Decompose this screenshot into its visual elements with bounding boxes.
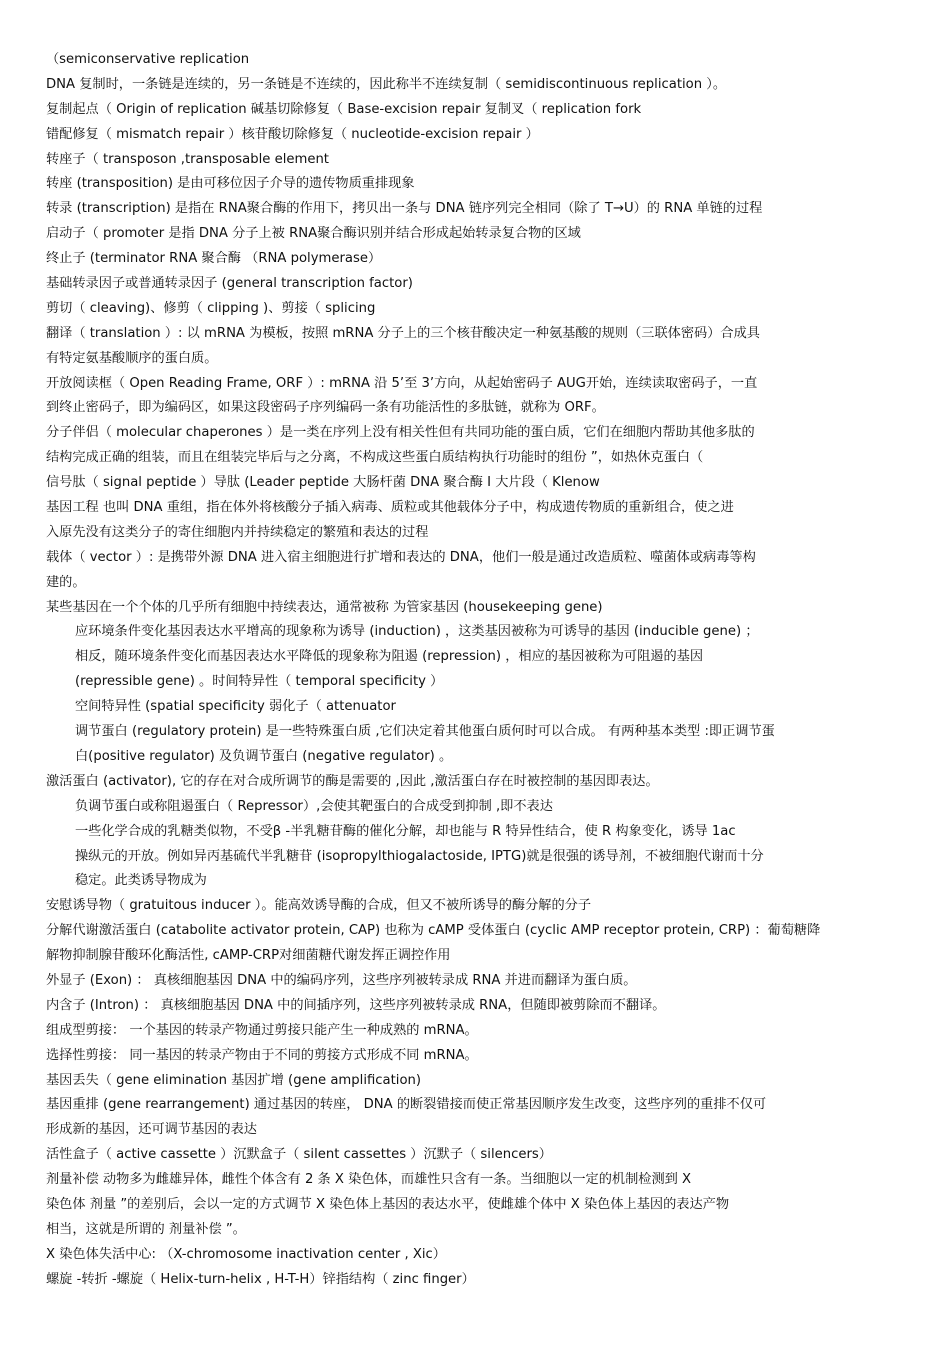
- text-line: DNA 复制时，一条链是连续的，另一条链是不连续的，因此称半不连续复制（ semidiscontinuous replication ）。: [46, 76, 727, 92]
- text-line: 错配修复（ mismatch repair ）核苷酸切除修复（ nucleotide-excision repair ）: [46, 126, 539, 142]
- text-line: 安慰诱导物（ gratuitous inducer ）。能高效诱导酶的合成，但又不被所诱导的酶分解的分子: [46, 898, 592, 914]
- text-line: 启动子（ promoter 是指 DNA 分子上被 RNA聚合酶识别并结合形成起始转录复合物的区域: [46, 226, 581, 242]
- text-line: 入原先没有这类分子的寄住细胞内并持续稳定的繁殖和表达的过程: [46, 524, 429, 540]
- text-line: 剂量补偿 动物多为雌雄异体，雌性个体含有 2 条 X 染色体，而雄性只含有一条。当细胞以一定的机制检测到 X: [46, 1172, 692, 1188]
- text-line: 基因重排 (gene rearrangement) 通过基因的转座， DNA 的断裂错接而使正常基因顺序发生改变，这些序列的重排不仅可: [46, 1097, 767, 1113]
- text-line: 组成型剪接： 一个基因的转录产物通过剪接只能产生一种成熟的 mRNA。: [46, 1022, 478, 1038]
- text-line: 建的。: [46, 574, 86, 590]
- text-line: 开放阅读框（ Open Reading Frame, ORF ）: mRNA 沿 5’至 3’方向，从起始密码子 AUG开始，连续读取密码子，一直: [46, 375, 758, 391]
- text-line: 转座子（ transposon ,transposable element: [46, 151, 329, 167]
- text-line: 载体（ vector ）: 是携带外源 DNA 进入宿主细胞进行扩增和表达的 DNA，他们一般是通过改造质粒、噬菌体或病毒等构: [46, 549, 756, 565]
- text-line: 有特定氨基酸顺序的蛋白质。: [46, 350, 218, 366]
- text-line: 应环境条件变化基因表达水平增高的现象称为诱导 (induction) ，这类基因被称为可诱导的基因 (inducible gene) ；: [75, 624, 759, 640]
- text-line: 终止子 (terminator RNA 聚合酶 （RNA polymerase）: [46, 251, 382, 267]
- text-line: 稳定。此类诱导物成为: [75, 873, 207, 889]
- text-line: 转座 (transposition) 是由可移位因子介导的遗传物质重排现象: [46, 176, 415, 192]
- text-line: 信号肽（ signal peptide ）导肽 (Leader peptide 大肠杆菌 DNA 聚合酶 I 大片段（ Klenow: [46, 475, 600, 491]
- text-line: 外显子 (Exon) ： 真核细胞基因 DNA 中的编码序列，这些序列被转录成 RNA 并进而翻译为蛋白质。: [46, 972, 637, 988]
- text-line: 相当，这就是所谓的 剂量补偿 ”。: [46, 1221, 246, 1237]
- text-line: 基因丢失（ gene elimination 基因扩增 (gene amplification): [46, 1072, 422, 1088]
- text-line: 内含子 (Intron) ： 真核细胞基因 DNA 中的间插序列，这些序列被转录成 RNA，但随即被剪除而不翻译。: [46, 997, 666, 1013]
- document-body: [0, 48, 950, 1293]
- text-line: 解物抑制腺苷酸环化酶活性, cAMP-CRP对细菌糖代谢发挥正调控作用: [46, 948, 451, 964]
- text-line: 螺旋 -转折 -螺旋（ Helix-turn-helix , H-T-H）锌指结构（ zinc finger）: [46, 1271, 475, 1287]
- text-line: 基础转录因子或普通转录因子 (general transcription factor): [46, 276, 413, 292]
- text-line: （semiconservative replication: [46, 52, 250, 67]
- text-line: 形成新的基因，还可调节基因的表达: [46, 1122, 257, 1138]
- text-line: 转录 (transcription) 是指在 RNA聚合酶的作用下，拷贝出一条与 DNA 链序列完全相同（除了 T→U）的 RNA 单链的过程: [46, 201, 763, 217]
- text-line: 空间特异性 (spatial specificity 弱化子（ attenuator: [75, 699, 396, 715]
- text-line: 操纵元的开放。例如异丙基硫代半乳糖苷 (isopropylthiogalactoside, IPTG)就是很强的诱导剂，不被细胞代谢而十分: [75, 848, 764, 864]
- text-line: 负调节蛋白或称阻遏蛋白（ Repressor）,会使其靶蛋白的合成受到抑制 ,即不表达: [75, 798, 553, 814]
- text-line: 剪切（ cleaving)、修剪（ clipping )、剪接（ splicing: [46, 300, 376, 316]
- text-line: 翻译（ translation ）: 以 mRNA 为模板，按照 mRNA 分子上的三个核苷酸决定一种氨基酸的规则（三联体密码）合成具: [46, 325, 760, 341]
- text-line: 一些化学合成的乳糖类似物，不受β -半乳糖苷酶的催化分解，却也能与 R 特异性结合，使 R 构象变化，诱导 1ac: [75, 823, 736, 839]
- text-line: 调节蛋白 (regulatory protein) 是一些特殊蛋白质 ,它们决定着其他蛋白质何时可以合成。 有两种基本类型 :即正调节蛋: [75, 724, 775, 740]
- text-line: 某些基因在一个个体的几乎所有细胞中持续表达，通常被称 为管家基因 (housekeeping gene): [46, 599, 603, 615]
- text-line: 基因工程 也叫 DNA 重组，指在体外将核酸分子插入病毒、质粒或其他载体分子中，构成遗传物质的重新组合，使之进: [46, 500, 734, 516]
- text-line: 染色体 剂量 ”的差别后，会以一定的方式调节 X 染色体上基因的表达水平，使雌雄个体中 X 染色体上基因的表达产物: [46, 1196, 730, 1212]
- text-line: 结构完成正确的组装，而且在组装完毕后与之分离，不构成这些蛋白质结构执行功能时的组份 ”，如热休克蛋白（: [46, 450, 704, 466]
- text-line: 活性盒子（ active cassette ）沉默盒子（ silent cassettes ）沉默子（ silencers）: [46, 1147, 552, 1163]
- text-line: 选择性剪接： 同一基因的转录产物由于不同的剪接方式形成不同 mRNA。: [46, 1047, 478, 1063]
- text-line: 分解代谢激活蛋白 (catabolite activator protein, CAP) 也称为 cAMP 受体蛋白 (cyclic AMP receptor protein, CRP) ：葡萄糖降: [46, 923, 821, 939]
- text-line: 激活蛋白 (activator), 它的存在对合成所调节的酶是需要的 ,因此 ,激活蛋白存在时被控制的基因即表达。: [46, 773, 659, 789]
- text-line: X 染色体失活中心: （X-chromosome inactivation center , Xic）: [46, 1246, 446, 1262]
- text-line: 白(positive regulator) 及负调节蛋白 (negative regulator) 。: [75, 748, 453, 764]
- text-line: (repressible gene) 。时间特异性（ temporal specificity ）: [75, 674, 444, 690]
- text-line: 分子伴侣（ molecular chaperones ）是一类在序列上没有相关性但有共同功能的蛋白质，它们在细胞内帮助其他多肽的: [46, 425, 755, 441]
- text-line: 到终止密码子，即为编码区，如果这段密码子序列编码一条有功能活性的多肽链，就称为 ORF。: [46, 400, 605, 416]
- text-line: 相反，随环境条件变化而基因表达水平降低的现象称为阻遏 (repression) ，相应的基因被称为可阻遏的基因: [75, 649, 704, 665]
- text-line: 复制起点（ Origin of replication 碱基切除修复（ Base-excision repair 复制叉（ replication fork: [46, 101, 642, 117]
